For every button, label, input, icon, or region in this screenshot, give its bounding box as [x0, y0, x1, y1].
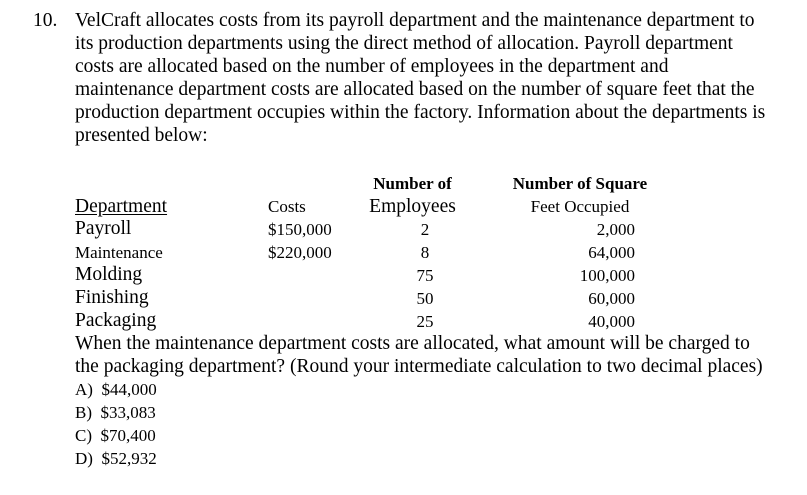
option-b[interactable]: [75, 404, 156, 421]
option-letter: A): [75, 380, 93, 399]
table-row-sqft: 2,000: [596, 220, 635, 239]
question-line: its production departments using the direct method of allocation. Payroll department: [75, 33, 733, 54]
table-row-employees: 50: [416, 289, 434, 308]
option-letter: C): [75, 426, 92, 445]
table-row-costs: $220,000: [268, 243, 332, 262]
header-employees-line2: Employees: [369, 196, 456, 217]
prompt-line: When the maintenance department costs are allocated, what amount will be charged to: [75, 333, 750, 354]
table-row-department: Packaging: [75, 310, 157, 331]
prompt-line: the packaging department? (Round your intermediate calculation to two decimal places): [75, 356, 763, 377]
table-row-employees: 8: [420, 243, 430, 262]
question-number: 10.: [33, 10, 58, 31]
header-employees-line1: Number of: [373, 174, 452, 193]
table-row-department: Maintenance: [75, 243, 163, 262]
table-row-employees: 75: [416, 266, 434, 285]
table-row-costs: $150,000: [268, 220, 332, 239]
option-value: $44,000: [101, 380, 157, 399]
header-sqft-line1: Number of Square: [512, 174, 648, 193]
question-line: production department occupies within the factory. Information about the departments is: [75, 102, 766, 123]
header-sqft-line2: Feet Occupied: [530, 197, 630, 216]
option-letter: D): [75, 449, 93, 468]
header-costs: Costs: [268, 197, 306, 216]
question-line: presented below:: [75, 125, 208, 146]
option-value: $52,932: [101, 449, 157, 468]
table-row-sqft: 100,000: [579, 266, 635, 285]
table-row-sqft: 40,000: [588, 312, 635, 331]
question-line: maintenance department costs are allocated based on the number of square feet that the: [75, 79, 755, 100]
table-row-department: Finishing: [75, 287, 149, 308]
option-d[interactable]: [75, 450, 157, 467]
option-value: $33,083: [100, 403, 156, 422]
option-c[interactable]: [75, 427, 156, 444]
question-line: costs are allocated based on the number of employees in the department and: [75, 56, 669, 77]
table-row-department: Molding: [75, 264, 143, 285]
table-row-department: Payroll: [75, 218, 132, 239]
table-row-sqft: 60,000: [588, 289, 635, 308]
question-line: VelCraft allocates costs from its payroll department and the maintenance department to: [75, 10, 755, 31]
table-row-employees: 25: [416, 312, 434, 331]
option-a[interactable]: [75, 381, 157, 398]
option-letter: B): [75, 403, 92, 422]
header-department: Department: [75, 196, 168, 217]
table-row-employees: 2: [420, 220, 430, 239]
table-row-sqft: 64,000: [588, 243, 635, 262]
option-value: $70,400: [100, 426, 156, 445]
